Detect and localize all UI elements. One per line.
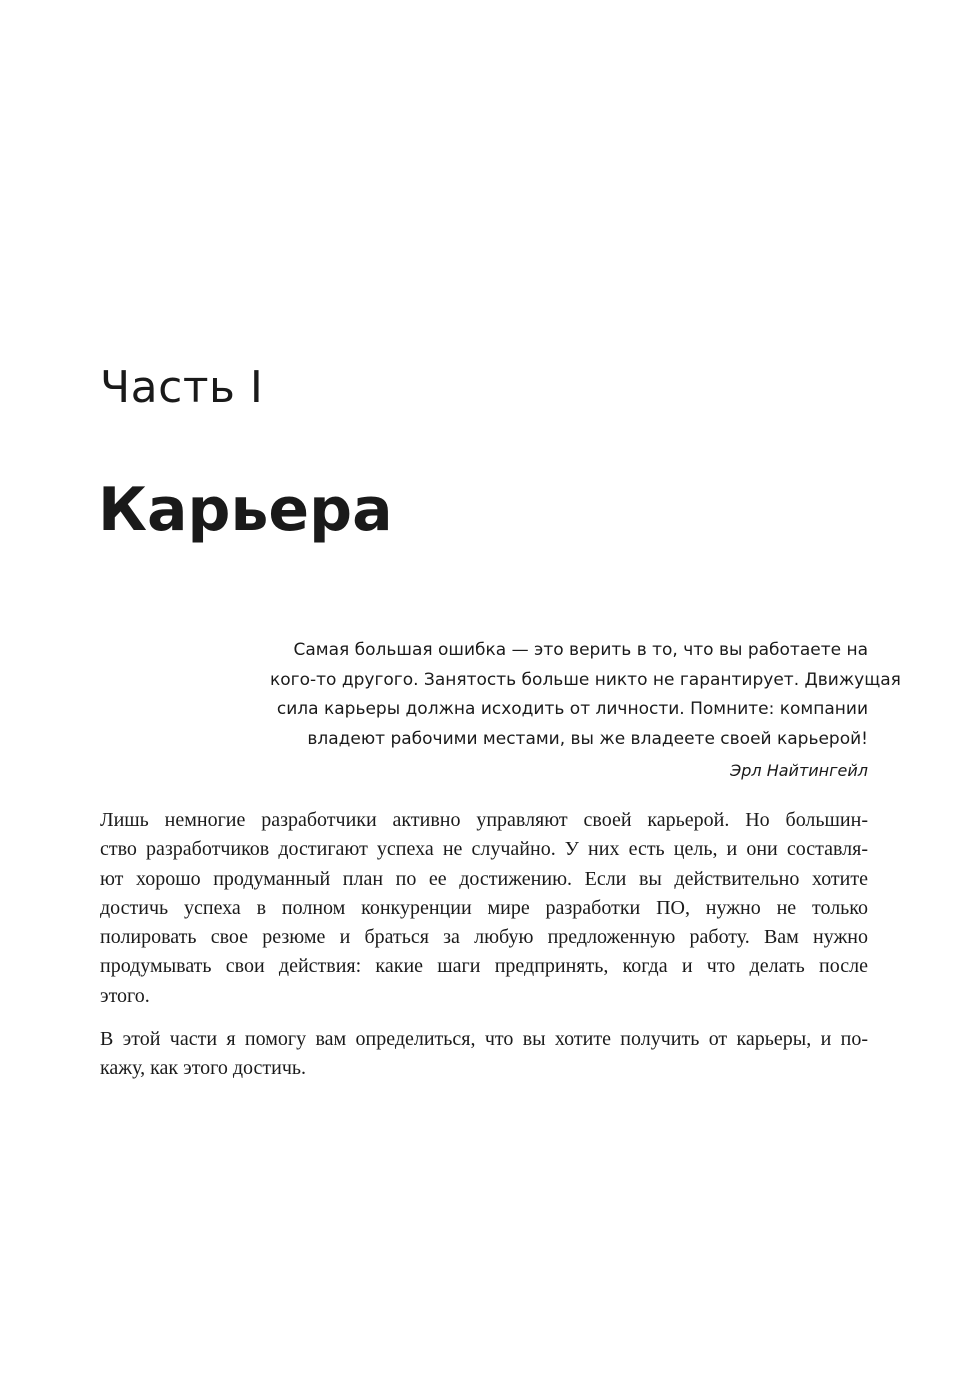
epigraph-line: сила карьеры должна исходить от личности. Помните: компании [276,699,868,719]
epigraph-line: владеют рабочими местами, вы же владеете своей карьерой! [307,728,868,749]
epigraph-line: Самая большая ошибка — это верить в то, что вы работаете на [293,640,868,660]
part-label: Часть I [100,362,264,413]
epigraph-line: кого-то другого. Занятость больше никто не гарантирует. Движущая [270,669,901,690]
text-line: ют хорошо продуманный план по ее достижению. Если вы действительно хотите [100,867,868,890]
text-line: этого. [100,984,150,1007]
paragraph-1 [100,806,868,1011]
body-text [100,806,868,1098]
text-line: В этой части я помогу вам определиться, что вы хотите получить от карьеры, и по- [100,1028,868,1051]
text-line: Лишь немногие разработчики активно управляют своей карьерой. Но большин- [100,809,868,831]
paragraph-2 [100,1025,868,1084]
text-line: полировать свое резюме и браться за любую предложенную работу. Вам нужно [100,926,868,949]
text-line: достичь успеха в полном конкуренции мире разработки ПО, нужно не только [100,896,868,919]
part-title: Карьера [98,475,393,545]
text-line: ство разработчиков достигают успеха не случайно. У них есть цель, и они составля- [100,838,868,861]
text-line: кажу, как этого достичь. [100,1057,307,1080]
text-line: продумывать свои действия: какие шаги предпринять, когда и что делать после [100,955,868,978]
epigraph [270,636,901,784]
epigraph-author: Эрл Найтингейл [730,761,868,780]
